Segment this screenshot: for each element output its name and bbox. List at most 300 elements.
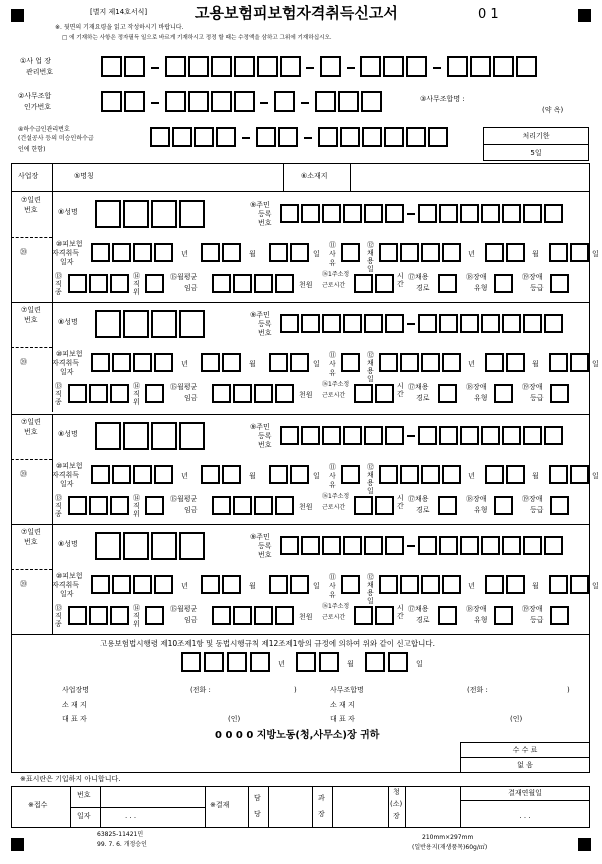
person-4-wage-box-4[interactable] bbox=[275, 606, 294, 625]
biz-no-a-box-1[interactable] bbox=[101, 56, 122, 77]
person-1-acq-year-box-1[interactable] bbox=[91, 243, 110, 262]
person-2-hire-day-box-1[interactable] bbox=[549, 353, 568, 372]
decl-year-box-3[interactable] bbox=[227, 652, 247, 672]
person-1-wage-box-3[interactable] bbox=[254, 274, 273, 293]
person-1-rrn-a-box-6[interactable] bbox=[385, 204, 404, 223]
person-3-hire-year-box-4[interactable] bbox=[442, 465, 461, 484]
person-4-hire-year-box-4[interactable] bbox=[442, 575, 461, 594]
person-4-rrn-a-box-3[interactable] bbox=[322, 536, 341, 555]
person-4-hire-day-box-1[interactable] bbox=[549, 575, 568, 594]
person-1-rrn-b-box-1[interactable] bbox=[418, 204, 437, 223]
person-3-hours-unit: 시간 bbox=[397, 494, 404, 510]
person-2-position-box-1[interactable] bbox=[145, 384, 164, 403]
person-1-wage-box-2[interactable] bbox=[233, 274, 252, 293]
person-3-acq-month-box-2[interactable] bbox=[222, 465, 241, 484]
person-1-rrn-label-2: 등록 bbox=[258, 210, 272, 218]
person-1-acq-year-unit: 년 bbox=[181, 250, 188, 258]
approval-jang-3: 장 bbox=[393, 812, 400, 820]
person-3-rrn-a-box-4[interactable] bbox=[343, 426, 362, 445]
person-4-acq-month-box-1[interactable] bbox=[201, 575, 220, 594]
person-1-rrn-a-box-2[interactable] bbox=[301, 204, 320, 223]
law-text: 고용보험법시행령 제10조제1항 및 동법시행규칙 제12조제1항의 규정에 의하여 위와 같이 신고합니다. bbox=[100, 639, 436, 648]
person-3-acq-year-box-3[interactable] bbox=[133, 465, 152, 484]
person-4-acq-year-box-1[interactable] bbox=[91, 575, 110, 594]
person-4-route-box-1[interactable] bbox=[438, 606, 457, 625]
workplace-name-label: ⑤명칭 bbox=[74, 172, 94, 180]
person-1-hire-year-box-4[interactable] bbox=[442, 243, 461, 262]
decl-month-box-2[interactable] bbox=[319, 652, 339, 672]
sub-no-a-box-1[interactable] bbox=[150, 127, 170, 147]
sub-no-a-box-3[interactable] bbox=[194, 127, 214, 147]
person-2-name-box-2[interactable] bbox=[123, 310, 149, 338]
person-3-wage-box-1[interactable] bbox=[212, 496, 231, 515]
person-4-job-box-2[interactable] bbox=[89, 606, 108, 625]
person-1-rrn-a-box-1[interactable] bbox=[280, 204, 299, 223]
person-1-acq-year-box-2[interactable] bbox=[112, 243, 131, 262]
person-2-acq-year-unit: 년 bbox=[181, 360, 188, 368]
person-4-acq-day-box-2[interactable] bbox=[290, 575, 309, 594]
person-1-rrn-a-box-3[interactable] bbox=[322, 204, 341, 223]
person-4-acq-year-box-2[interactable] bbox=[112, 575, 131, 594]
person-2-name-box-1[interactable] bbox=[95, 310, 121, 338]
person-4-wage-unit: 천원 bbox=[299, 613, 313, 621]
biz-no-d-box-3[interactable] bbox=[406, 56, 427, 77]
fee-label: 수 수 료 bbox=[512, 746, 538, 754]
person-2-rrn-a-box-5[interactable] bbox=[364, 314, 383, 333]
person-3-rrn-b-box-2[interactable] bbox=[439, 426, 458, 445]
person-2-rrn-a-box-3[interactable] bbox=[322, 314, 341, 333]
person-4-rrn-b-box-7[interactable] bbox=[544, 536, 563, 555]
person-1-rrn-label-3: 번호 bbox=[258, 219, 272, 227]
person-2-dis-type-label-2: 유형 bbox=[474, 394, 488, 402]
person-2-acq-year-box-1[interactable] bbox=[91, 353, 110, 372]
biz-no-b-box-1[interactable] bbox=[165, 56, 186, 77]
person-2-rrn-b-box-4[interactable] bbox=[481, 314, 500, 333]
person-3-wage-box-3[interactable] bbox=[254, 496, 273, 515]
person-2-rrn-label-1: ⑨주민 bbox=[250, 311, 270, 319]
biz-name-label: 사업장명 bbox=[62, 686, 90, 694]
person-3-rrn-a-box-5[interactable] bbox=[364, 426, 383, 445]
person-1-hire-day-box-2[interactable] bbox=[570, 243, 589, 262]
person-2-rrn-b-box-1[interactable] bbox=[418, 314, 437, 333]
biz-no-d-box-2[interactable] bbox=[383, 56, 404, 77]
person-4-name-box-4[interactable] bbox=[179, 532, 205, 560]
workplace-name-field[interactable] bbox=[100, 166, 280, 188]
decl-year-box-1[interactable] bbox=[181, 652, 201, 672]
person-3-acq-year-box-1[interactable] bbox=[91, 465, 110, 484]
biz-address-label: 소 재 지 bbox=[62, 701, 87, 709]
person-3-acq-year-box-4[interactable] bbox=[154, 465, 173, 484]
form-number: [별지 제14호서식] bbox=[90, 8, 148, 16]
person-2-hours-box-2[interactable] bbox=[375, 384, 394, 403]
person-1-acq-month-box-2[interactable] bbox=[222, 243, 241, 262]
person-3-job-box-2[interactable] bbox=[89, 496, 108, 515]
person-2-rrn-label-2: 등록 bbox=[258, 320, 272, 328]
person-4-acq-year-box-4[interactable] bbox=[154, 575, 173, 594]
person-2-job-box-3[interactable] bbox=[110, 384, 129, 403]
decl-year-box-4[interactable] bbox=[250, 652, 270, 672]
person-2-hire-year-box-1[interactable] bbox=[379, 353, 398, 372]
person-4-hours-box-1[interactable] bbox=[354, 606, 373, 625]
sub-no-c-box-4[interactable] bbox=[384, 127, 404, 147]
office-address-label: 소 재 지 bbox=[330, 701, 355, 709]
workplace-address-field[interactable] bbox=[356, 166, 586, 188]
person-3-rrn-b-box-3[interactable] bbox=[460, 426, 479, 445]
person-2-position-label: ⑭직위 bbox=[133, 382, 140, 406]
person-3-left-divider bbox=[52, 414, 53, 524]
biz-no-b-box-6[interactable] bbox=[280, 56, 301, 77]
person-4-rrn-b-box-2[interactable] bbox=[439, 536, 458, 555]
person-2-reason-label: ⑪사유 bbox=[329, 351, 336, 377]
person-4-name-box-1[interactable] bbox=[95, 532, 121, 560]
person-3-rrn-b-box-6[interactable] bbox=[523, 426, 542, 445]
corner-mark-top-right bbox=[578, 9, 591, 22]
person-2-hire-month-box-1[interactable] bbox=[485, 353, 504, 372]
person-1-hours-label-2: 근로시간 bbox=[322, 282, 346, 289]
person-4-hire-month-box-2[interactable] bbox=[506, 575, 525, 594]
person-4-hours-box-2[interactable] bbox=[375, 606, 394, 625]
office-no-c-box-1[interactable] bbox=[274, 91, 295, 112]
person-3-wage-label-1: ⑮월평균 bbox=[170, 495, 198, 503]
person-1-reason-box-1[interactable] bbox=[341, 243, 360, 262]
person-3-job-box-1[interactable] bbox=[68, 496, 87, 515]
person-2-wage-box-3[interactable] bbox=[254, 384, 273, 403]
office-no-d-box-2[interactable] bbox=[338, 91, 359, 112]
biz-no-b-box-3[interactable] bbox=[211, 56, 232, 77]
person-1-rrn-a-box-5[interactable] bbox=[364, 204, 383, 223]
person-1-route-label-1: ⑰채용 bbox=[408, 273, 429, 281]
person-2-name-box-4[interactable] bbox=[179, 310, 205, 338]
sub-no-label-1: ④하수급인관리번호 bbox=[18, 126, 70, 133]
biz-no-e-box-1[interactable] bbox=[447, 56, 468, 77]
person-1-hire-day-box-1[interactable] bbox=[549, 243, 568, 262]
person-3-hire-year-box-2[interactable] bbox=[400, 465, 419, 484]
person-2-acq-day-box-1[interactable] bbox=[269, 353, 288, 372]
person-2-acq-year-box-4[interactable] bbox=[154, 353, 173, 372]
person-4-wage-box-1[interactable] bbox=[212, 606, 231, 625]
person-4-rrn-b-box-3[interactable] bbox=[460, 536, 479, 555]
person-4-job-box-3[interactable] bbox=[110, 606, 129, 625]
person-2-reason-box-1[interactable] bbox=[341, 353, 360, 372]
person-3-wage-box-4[interactable] bbox=[275, 496, 294, 515]
person-4-acq-year-box-3[interactable] bbox=[133, 575, 152, 594]
person-4-dis-type-box-1[interactable] bbox=[494, 606, 513, 625]
person-2-acq-month-box-2[interactable] bbox=[222, 353, 241, 372]
person-1-position-box-1[interactable] bbox=[145, 274, 164, 293]
person-2-hire-month-box-2[interactable] bbox=[506, 353, 525, 372]
person-2-rrn-b-box-3[interactable] bbox=[460, 314, 479, 333]
person-2-rrn-b-box-2[interactable] bbox=[439, 314, 458, 333]
person-2-rrn-a-box-2[interactable] bbox=[301, 314, 320, 333]
person-2-rrn-b-box-5[interactable] bbox=[502, 314, 521, 333]
person-1-job-box-1[interactable] bbox=[68, 274, 87, 293]
biz-seal: (인) bbox=[228, 715, 241, 723]
office-no-d-box-1[interactable] bbox=[315, 91, 336, 112]
person-2-wage-label-1: ⑮월평균 bbox=[170, 383, 198, 391]
person-3-wage-box-2[interactable] bbox=[233, 496, 252, 515]
person-3-hours-box-1[interactable] bbox=[354, 496, 373, 515]
person-1-rrn-b-box-3[interactable] bbox=[460, 204, 479, 223]
person-1-dis-grade-box-1[interactable] bbox=[550, 274, 569, 293]
person-2-hire-year-box-3[interactable] bbox=[421, 353, 440, 372]
person-1-dis-type-label-2: 유형 bbox=[474, 284, 488, 292]
person-4-rrn-label-2: 등록 bbox=[258, 542, 272, 550]
person-3-hire-label: ⑫채용일 bbox=[367, 463, 374, 495]
office-no-a-box-1[interactable] bbox=[101, 91, 122, 112]
person-1-hire-day-unit: 일 bbox=[592, 250, 599, 258]
biz-no-d-box-1[interactable] bbox=[360, 56, 381, 77]
person-1-rrn-a-box-4[interactable] bbox=[343, 204, 362, 223]
person-3-rrn-a-box-1[interactable] bbox=[280, 426, 299, 445]
person-3-name-box-3[interactable] bbox=[151, 422, 177, 450]
person-1-acq-year-box-3[interactable] bbox=[133, 243, 152, 262]
person-4-dis-grade-label-2: 등급 bbox=[530, 616, 544, 624]
person-3-acq-label-1: ⑩피보험 bbox=[56, 462, 83, 470]
fee-value: 없 음 bbox=[517, 761, 533, 769]
biz-no-e-box-2[interactable] bbox=[470, 56, 491, 77]
person-3-rrn-b-box-4[interactable] bbox=[481, 426, 500, 445]
person-2-rrn-a-box-6[interactable] bbox=[385, 314, 404, 333]
decl-day-box-1[interactable] bbox=[365, 652, 385, 672]
person-1-job-label: ⑬직종 bbox=[55, 272, 62, 296]
person-1-name-box-4[interactable] bbox=[179, 200, 205, 228]
decl-year-box-2[interactable] bbox=[204, 652, 224, 672]
person-2-job-box-2[interactable] bbox=[89, 384, 108, 403]
person-3-route-box-1[interactable] bbox=[438, 496, 457, 515]
person-2-rrn-b-box-6[interactable] bbox=[523, 314, 542, 333]
person-2-hire-day-box-2[interactable] bbox=[570, 353, 589, 372]
person-3-rrn-a-box-3[interactable] bbox=[322, 426, 341, 445]
office-no-b-box-1[interactable] bbox=[165, 91, 186, 112]
person-4-wage-box-2[interactable] bbox=[233, 606, 252, 625]
person-1-route-box-1[interactable] bbox=[438, 274, 457, 293]
person-1-rrn-b-box-6[interactable] bbox=[523, 204, 542, 223]
person-2-acq-month-box-1[interactable] bbox=[201, 353, 220, 372]
person-1-name-box-1[interactable] bbox=[95, 200, 121, 228]
receipt-number-field[interactable] bbox=[102, 788, 202, 805]
person-3-hire-year-unit: 년 bbox=[468, 472, 475, 480]
person-3-hire-month-box-1[interactable] bbox=[485, 465, 504, 484]
person-3-rrn-label-1: ⑨주민 bbox=[250, 423, 270, 431]
person-4-reason-box-1[interactable] bbox=[341, 575, 360, 594]
person-3-acq-year-box-2[interactable] bbox=[112, 465, 131, 484]
person-4-rrn-a-box-6[interactable] bbox=[385, 536, 404, 555]
person-3-rrn-a-box-6[interactable] bbox=[385, 426, 404, 445]
person-4-hire-year-box-3[interactable] bbox=[421, 575, 440, 594]
biz-no-b-box-5[interactable] bbox=[257, 56, 278, 77]
person-4-rrn-a-box-2[interactable] bbox=[301, 536, 320, 555]
person-2-dis-type-box-1[interactable] bbox=[494, 384, 513, 403]
person-3-dis-type-label-1: ⑱장애 bbox=[466, 495, 487, 503]
person-3-hours-box-2[interactable] bbox=[375, 496, 394, 515]
sub-no-c-box-1[interactable] bbox=[318, 127, 338, 147]
biz-no-c-box-1[interactable] bbox=[320, 56, 341, 77]
person-1-job-box-3[interactable] bbox=[110, 274, 129, 293]
person-3-name-box-1[interactable] bbox=[95, 422, 121, 450]
person-4-rrn-a-box-4[interactable] bbox=[343, 536, 362, 555]
person-1-job-box-2[interactable] bbox=[89, 274, 108, 293]
person-4-rrn-a-box-1[interactable] bbox=[280, 536, 299, 555]
person-4-hours-unit: 시간 bbox=[397, 604, 404, 620]
sub-no-a-box-2[interactable] bbox=[172, 127, 192, 147]
person-3-hire-day-box-2[interactable] bbox=[570, 465, 589, 484]
person-1-hours-box-2[interactable] bbox=[375, 274, 394, 293]
person-3-serial-label-2: 번호 bbox=[24, 428, 38, 436]
person-1-rrn-b-box-4[interactable] bbox=[481, 204, 500, 223]
sub-no-c-box-2[interactable] bbox=[340, 127, 360, 147]
person-3-job-box-3[interactable] bbox=[110, 496, 129, 515]
sub-no-c-box-3[interactable] bbox=[362, 127, 382, 147]
person-4-rrn-b-box-1[interactable] bbox=[418, 536, 437, 555]
person-4-hire-year-box-1[interactable] bbox=[379, 575, 398, 594]
person-3-rrn-b-box-5[interactable] bbox=[502, 426, 521, 445]
sub-no-b-box-2[interactable] bbox=[278, 127, 298, 147]
person-2-mark-20: ⑳ bbox=[20, 358, 27, 366]
person-4-rrn-b-box-6[interactable] bbox=[523, 536, 542, 555]
person-4-acq-month-box-2[interactable] bbox=[222, 575, 241, 594]
person-2-name-box-3[interactable] bbox=[151, 310, 177, 338]
person-1-name-box-2[interactable] bbox=[123, 200, 149, 228]
person-3-hire-year-box-1[interactable] bbox=[379, 465, 398, 484]
corner-mark-bottom-right bbox=[578, 838, 591, 851]
person-2-acq-day-box-2[interactable] bbox=[290, 353, 309, 372]
person-1-hire-month-box-2[interactable] bbox=[506, 243, 525, 262]
separator-dash bbox=[242, 137, 250, 139]
office-no-d-box-3[interactable] bbox=[361, 91, 382, 112]
person-2-job-box-1[interactable] bbox=[68, 384, 87, 403]
separator-dash bbox=[347, 67, 355, 69]
office-rep-label: 대 표 자 bbox=[330, 715, 355, 723]
office-no-b-box-2[interactable] bbox=[188, 91, 209, 112]
person-3-hire-month-box-2[interactable] bbox=[506, 465, 525, 484]
person-1-reason-label: ⑪사유 bbox=[329, 241, 336, 267]
separator-dash bbox=[151, 67, 159, 69]
person-1-name-box-3[interactable] bbox=[151, 200, 177, 228]
person-3-dis-type-box-1[interactable] bbox=[494, 496, 513, 515]
biz-no-a-box-2[interactable] bbox=[124, 56, 145, 77]
person-4-rrn-dash bbox=[407, 545, 415, 547]
biz-no-e-box-3[interactable] bbox=[493, 56, 514, 77]
decl-month-box-1[interactable] bbox=[296, 652, 316, 672]
person-3-rrn-b-box-1[interactable] bbox=[418, 426, 437, 445]
person-3-position-box-1[interactable] bbox=[145, 496, 164, 515]
person-3-rrn-dash bbox=[407, 435, 415, 437]
person-3-name-label: ⑧성명 bbox=[58, 430, 78, 438]
person-2-acq-year-box-3[interactable] bbox=[133, 353, 152, 372]
person-3-serial-label-1: ⑦일련 bbox=[21, 418, 41, 426]
person-4-hire-month-box-1[interactable] bbox=[485, 575, 504, 594]
person-2-route-box-1[interactable] bbox=[438, 384, 457, 403]
person-1-acq-month-box-1[interactable] bbox=[201, 243, 220, 262]
person-2-dis-grade-box-1[interactable] bbox=[550, 384, 569, 403]
person-2-wage-box-1[interactable] bbox=[212, 384, 231, 403]
person-1-hours-box-1[interactable] bbox=[354, 274, 373, 293]
person-2-acq-year-box-2[interactable] bbox=[112, 353, 131, 372]
office-no-a-box-2[interactable] bbox=[124, 91, 145, 112]
person-4-wage-box-3[interactable] bbox=[254, 606, 273, 625]
person-3-acq-month-box-1[interactable] bbox=[201, 465, 220, 484]
person-4-name-box-3[interactable] bbox=[151, 532, 177, 560]
person-1-acq-year-box-4[interactable] bbox=[154, 243, 173, 262]
person-2-hire-year-box-4[interactable] bbox=[442, 353, 461, 372]
biz-no-b-box-2[interactable] bbox=[188, 56, 209, 77]
person-2-wage-box-2[interactable] bbox=[233, 384, 252, 403]
person-2-wage-box-4[interactable] bbox=[275, 384, 294, 403]
person-3-acq-day-box-2[interactable] bbox=[290, 465, 309, 484]
person-1-acq-day-box-2[interactable] bbox=[290, 243, 309, 262]
person-1-acq-day-unit: 일 bbox=[313, 250, 320, 258]
person-4-hire-year-box-2[interactable] bbox=[400, 575, 419, 594]
person-3-hire-year-box-3[interactable] bbox=[421, 465, 440, 484]
person-1-hire-month-box-1[interactable] bbox=[485, 243, 504, 262]
person-4-dis-grade-box-1[interactable] bbox=[550, 606, 569, 625]
person-4-acq-day-box-1[interactable] bbox=[269, 575, 288, 594]
person-3-acq-day-box-1[interactable] bbox=[269, 465, 288, 484]
person-2-hours-box-1[interactable] bbox=[354, 384, 373, 403]
person-1-rrn-b-box-7[interactable] bbox=[544, 204, 563, 223]
person-3-hire-day-unit: 일 bbox=[592, 472, 599, 480]
person-2-rrn-a-box-1[interactable] bbox=[280, 314, 299, 333]
person-1-wage-box-1[interactable] bbox=[212, 274, 231, 293]
person-3-name-box-2[interactable] bbox=[123, 422, 149, 450]
decl-year-unit: 년 bbox=[278, 660, 285, 668]
sub-no-label-3: 인에 한함) bbox=[18, 146, 46, 153]
person-3-dis-grade-label-1: ⑲장애 bbox=[522, 495, 543, 503]
person-2-hours-unit: 시간 bbox=[397, 382, 404, 398]
person-1-hire-year-box-3[interactable] bbox=[421, 243, 440, 262]
sub-no-a-box-4[interactable] bbox=[216, 127, 236, 147]
person-3-rrn-a-box-2[interactable] bbox=[301, 426, 320, 445]
biz-no-e-box-4[interactable] bbox=[516, 56, 537, 77]
person-3-hire-day-box-1[interactable] bbox=[549, 465, 568, 484]
person-3-reason-box-1[interactable] bbox=[341, 465, 360, 484]
person-4-rrn-b-box-5[interactable] bbox=[502, 536, 521, 555]
sub-no-c-box-5[interactable] bbox=[406, 127, 426, 147]
office-no-b-box-4[interactable] bbox=[234, 91, 255, 112]
person-2-hours-label-2: 근로시간 bbox=[322, 392, 346, 399]
office-no-b-box-3[interactable] bbox=[211, 91, 232, 112]
sub-no-c-box-6[interactable] bbox=[428, 127, 448, 147]
person-1-dis-type-box-1[interactable] bbox=[494, 274, 513, 293]
person-3-dis-grade-box-1[interactable] bbox=[550, 496, 569, 515]
person-4-rrn-a-box-5[interactable] bbox=[364, 536, 383, 555]
person-4-acq-month-unit: 월 bbox=[249, 582, 256, 590]
person-1-hire-year-box-2[interactable] bbox=[400, 243, 419, 262]
office-name-note: (약 옥) bbox=[542, 106, 564, 114]
person-1-rrn-b-box-2[interactable] bbox=[439, 204, 458, 223]
person-1-wage-box-4[interactable] bbox=[275, 274, 294, 293]
person-2-hire-year-box-2[interactable] bbox=[400, 353, 419, 372]
person-4-position-box-1[interactable] bbox=[145, 606, 164, 625]
person-3-rrn-b-box-7[interactable] bbox=[544, 426, 563, 445]
person-2-serial-divider bbox=[11, 347, 52, 348]
person-2-rrn-a-box-4[interactable] bbox=[343, 314, 362, 333]
person-3-name-box-4[interactable] bbox=[179, 422, 205, 450]
person-4-hire-day-box-2[interactable] bbox=[570, 575, 589, 594]
biz-no-b-box-4[interactable] bbox=[234, 56, 255, 77]
approval-gwa-2: 장 bbox=[318, 810, 325, 818]
person-4-job-box-1[interactable] bbox=[68, 606, 87, 625]
person-1-rrn-b-box-5[interactable] bbox=[502, 204, 521, 223]
approval-gwa-1: 과 bbox=[318, 794, 325, 802]
person-4-name-box-2[interactable] bbox=[123, 532, 149, 560]
person-1-acq-day-box-1[interactable] bbox=[269, 243, 288, 262]
person-4-rrn-b-box-4[interactable] bbox=[481, 536, 500, 555]
decl-day-box-2[interactable] bbox=[388, 652, 408, 672]
person-1-hire-year-box-1[interactable] bbox=[379, 243, 398, 262]
sub-no-b-box-1[interactable] bbox=[256, 127, 276, 147]
person-2-rrn-b-box-7[interactable] bbox=[544, 314, 563, 333]
